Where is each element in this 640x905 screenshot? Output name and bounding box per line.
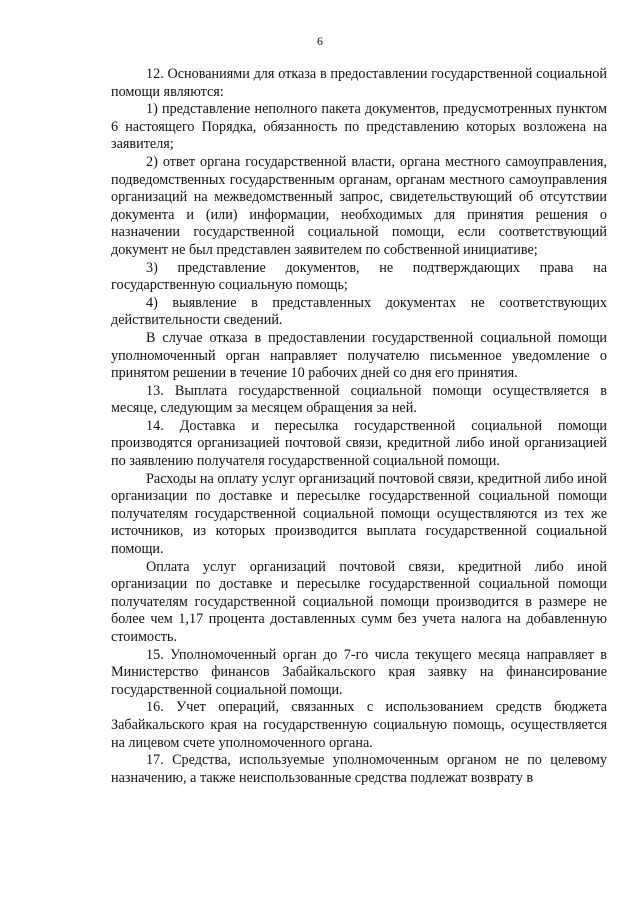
document-body (111, 66, 607, 787)
paragraph-16: 16. Учет операций, связанных с использованием средств бюджета Забайкальского края на государственную социальную помощь, осуществляется на лицевом счете уполномоченного органа. (111, 699, 607, 751)
paragraph-14-expenses: Расходы на оплату услуг организаций почтовой связи, кредитной либо иной организации по доставке и пересылке государственной социальной помощи получателям государственной социальной помощи осуществляются из тех же источников, из которых производится выплата государственной социальной помощи. (111, 470, 607, 558)
paragraph-refusal-notice: В случае отказа в предоставлении государственной социальной помощи уполномоченный орган направляет получателю письменное уведомление о принятом решении в течение 10 рабочих дней со дня его принятия. (111, 329, 607, 382)
paragraph-14-payment: Оплата услуг организаций почтовой связи, кредитной либо иной организации по доставке и пересылке государственной социальной помощи получателям государственной социальной помощи производится в размере не более чем 1,17 процента доставленных сумм без учета налога на добавленную стоимость. (111, 558, 607, 645)
paragraph-12-item-3: 3) представление документов, не подтверждающих права на государственную социальную помощь; (111, 259, 607, 294)
paragraph-12-item-4: 4) выявление в представленных документах не соответствующих действительности сведений. (111, 294, 607, 329)
paragraph-12-item-2: 2) ответ органа государственной власти, органа местного самоуправления, подведомственных государственным органам, органам местного самоуправления организаций на межведомственный запрос, свидетельствующий об отсутствии документа и (или) информации, необходимых для принятия решения о назначении государственной социальной помощи, если соответствующий документ не был представлен заявителем по собственной инициативе; (111, 153, 607, 258)
page-number: 6 (317, 34, 323, 48)
paragraph-12-item-1: 1) представление неполного пакета документов, предусмотренных пунктом 6 настоящего Порядка, обязанность по представлению которых возложена на заявителя; (111, 101, 607, 153)
paragraph-13: 13. Выплата государственной социальной помощи осуществляется в месяце, следующим за месяцем обращения за ней. (111, 382, 607, 417)
paragraph-17: 17. Средства, используемые уполномоченным органом не по целевому назначению, а также неиспользованные средства подлежат возврату в (111, 752, 607, 786)
paragraph-12-heading: 12. Основаниями для отказа в предоставлении государственной социальной помощи являются: (111, 66, 607, 100)
paragraph-14: 14. Доставка и пересылка государственной социальной помощи производятся организацией почтовой связи, кредитной либо иной организацией по заявлению получателя государственной социальной помощи. (111, 417, 607, 470)
paragraph-15: 15. Уполномоченный орган до 7-го числа текущего месяца направляет в Министерство финансов Забайкальского края заявку на финансирование государственной социальной помощи. (111, 646, 607, 698)
